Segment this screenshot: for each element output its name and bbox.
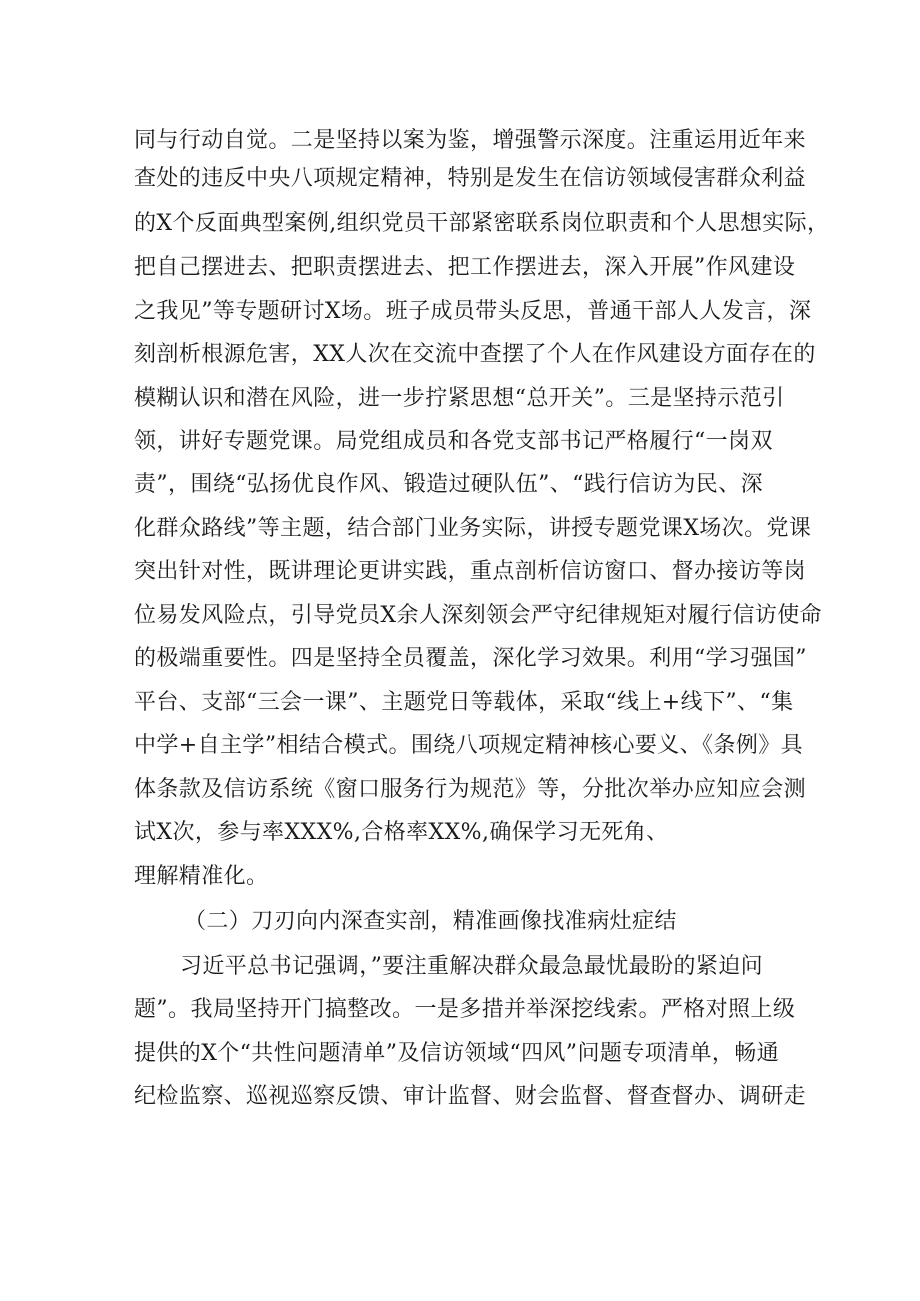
body-line: 平台、支部“三会一课”、主题党日等载体，采取“线上+线下”、“集	[134, 690, 794, 715]
body-line: 习近平总书记强调，”要注重解决群众最急最忧最盼的紧迫问	[180, 954, 764, 979]
body-line: 责”，围绕“弘扬优良作风、锻造过硬队伍”、“践行信访为民、深	[134, 472, 763, 497]
body-line: 体条款及信访系统《窗口服务行为规范》等，分批次举办应知应会测	[134, 777, 807, 802]
body-line: 模糊认识和潜在风险，进一步拧紧思想“总开关”。三是坚持示范引	[134, 386, 785, 411]
body-line: 刻剖析根源危害，XX人次在交流中查摆了个人在作风建设方面存在的	[134, 342, 816, 367]
section-heading: （二）刀刃向内深查实剖，精准画像找准病灶症结	[184, 909, 677, 934]
body-line: 理解精准化。	[134, 864, 269, 889]
body-line: 同与行动自觉。二是坚持以案为鉴，增强警示深度。注重运用近年来	[134, 128, 807, 153]
body-line: 查处的违反中央八项规定精神，特别是发生在信访领域侵害群众利益	[134, 166, 807, 191]
body-line: 突出针对性，既讲理论更讲实践，重点剖析信访窗口、督办接访等岗	[134, 559, 807, 584]
body-line: 领，讲好专题党课。局党组成员和各党支部书记严格履行“一岗双	[134, 429, 773, 454]
body-line: 试X次，参与率XXX%,合格率XX%,确保学习无死角、	[134, 820, 669, 845]
body-line: 题”。我局坚持开门搞整改。一是多措并举深挖线索。严格对照上级	[134, 997, 796, 1022]
body-line: 把自己摆进去、把职责摆进去、把工作摆进去，深入开展”作风建设	[134, 255, 796, 280]
body-line: 纪检监察、巡视巡察反馈、审计监督、财会监督、督查督办、调研走	[134, 1084, 807, 1109]
body-line: 化群众路线”等主题，结合部门业务实际，讲授专题党课X场次。党课	[134, 516, 812, 541]
body-line: 位易发风险点，引导党员X余人深刻领会严守纪律规矩对履行信访使命	[134, 603, 823, 628]
body-line: 提供的X个“共性问题清单”及信访领域“四风”问题专项清单，畅通	[134, 1041, 780, 1066]
body-line: 的极端重要性。四是坚持全员覆盖，深化学习效果。利用“学习强国”	[134, 646, 807, 671]
body-line: 之我见”等专题研讨X场。班子成员带头反思，普通干部人人发言，深	[134, 299, 812, 324]
body-line: 的X个反面典型案例,组织党员干部紧密联系岗位职责和个人思想实际，	[134, 211, 830, 236]
body-line: 中学+自主学”相结合模式。围绕八项规定精神核心要义、《条例》具	[134, 733, 804, 758]
